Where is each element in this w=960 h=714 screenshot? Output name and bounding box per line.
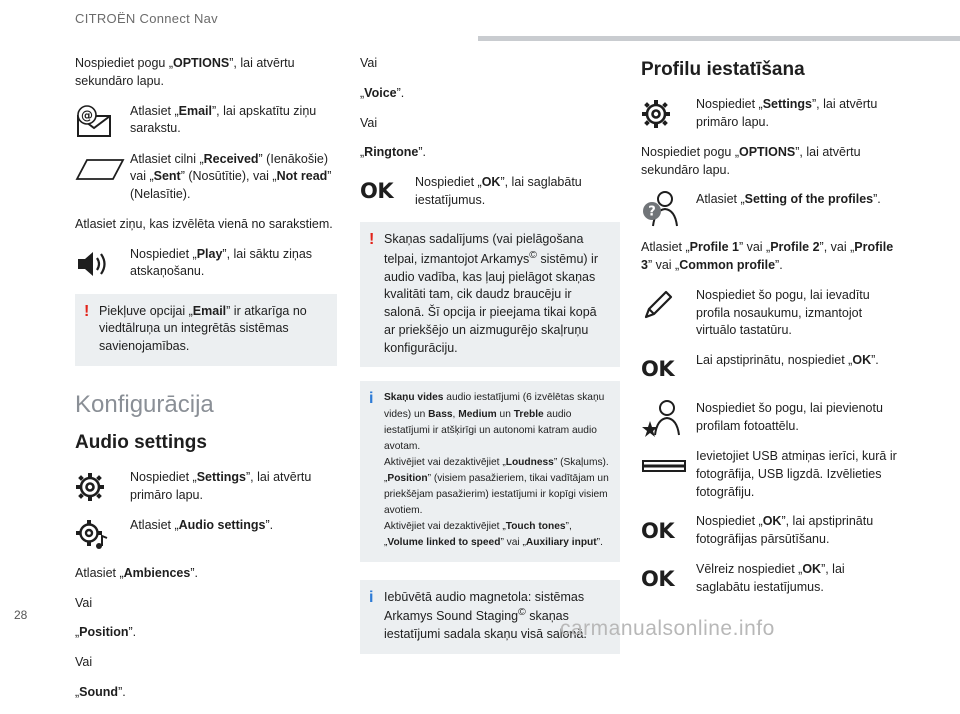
profile-settings-step bbox=[641, 96, 901, 132]
warning-mark-icon: ! bbox=[84, 302, 90, 320]
setting-of-profiles-step-text: Atlasiet „Setting of the profiles”. bbox=[696, 192, 881, 207]
section-heading-audio-settings: Audio settings bbox=[75, 431, 207, 453]
sound-distribution-warning-text: Skaņas sadalījums (vai pielāgošana telpai, izmantojot Arkamys© sistēmu) ir audio vadība, kas ļauj pielāgot skaņas kvalitāti tam, cik daudz braucēju ir salonā. Šī opcija ir pieejama tikai kopā ar priekšējo un aizmugurējo skaļruņu konfigurāciju. bbox=[384, 232, 598, 355]
select-message-text: Atlasiet ziņu, kas izvēlēta vienā no sarakstiem. bbox=[75, 216, 333, 231]
profile-question-icon bbox=[641, 191, 696, 227]
add-photo-step-text: Nospiediet šo pogu, lai pievienotu profilam fotoattēlu. bbox=[696, 401, 883, 433]
page-number: 28 bbox=[14, 608, 28, 622]
edit-name-step bbox=[641, 287, 901, 340]
play-step-text: Nospiediet „Play”, lai sāktu ziņas atskaņošanu. bbox=[130, 246, 313, 279]
ok-confirm-step bbox=[641, 352, 901, 388]
audio-settings-step bbox=[75, 517, 337, 553]
ambiences-text: Atlasiet „Ambiences”. bbox=[75, 565, 198, 580]
page-header-bar bbox=[478, 36, 960, 41]
profile-star-icon bbox=[641, 400, 696, 436]
warning-mark-icon: ! bbox=[369, 231, 375, 248]
ok-icon: OK bbox=[641, 566, 675, 591]
ringtone-text: „Ringtone”. bbox=[360, 145, 426, 160]
audio-info-note bbox=[360, 381, 620, 561]
info-mark-icon: i bbox=[369, 390, 374, 408]
column-right bbox=[641, 55, 901, 609]
or-text: Vai bbox=[360, 56, 378, 70]
svg-text:@: @ bbox=[81, 108, 93, 122]
ok-save-step-text: Nospiediet „OK”, lai saglabātu iestatījumus. bbox=[415, 175, 582, 207]
email-step bbox=[75, 103, 337, 139]
ok-transfer-step bbox=[641, 513, 901, 549]
profile-settings-step-text: Nospiediet „Settings”, lai atvērtu primāro lapu. bbox=[696, 96, 878, 129]
section-heading-configuration: Konfigurācija bbox=[75, 390, 214, 418]
profile-options-text: Nospiediet pogu „OPTIONS”, lai atvērtu sekundāro lapu. bbox=[641, 144, 861, 177]
or-text: Vai bbox=[75, 595, 93, 610]
usb-step bbox=[641, 448, 901, 501]
email-warning-note bbox=[75, 294, 337, 366]
settings-step-text: Nospiediet „Settings”, lai atvērtu primāro lapu. bbox=[130, 469, 312, 502]
ok-save-settings-step-text: Vēlreiz nospiediet „OK”, lai saglabātu iestatījumus. bbox=[696, 562, 845, 595]
audio-info-text: Skaņu vides audio iestatījumi (6 izvēlētas skaņu vides) un Bass, Medium un Treble audio iestatījumi ir atšķirīgi un autonomi katram audio avotam. Aktivējiet vai dezaktivējiet „Loudness” (Skaļums). „Position” (visiem pasažieriem, tikai vadītājam un priekšējam pasažierim) iestatījumi ir kopīgi visiem avotiem. Aktivējiet vai dezaktivējiet „Touch tones”, „Volume linked to speed” vai „Auxiliary input”. bbox=[384, 392, 609, 549]
select-profile-text: Atlasiet „Profile 1” vai „Profile 2”, vai „Profile 3” vai „Common profile”. bbox=[641, 240, 894, 273]
edit-name-step-text: Nospiediet šo pogu, lai ievadītu profila nosaukumu, izmantojot virtuālo tastatūru. bbox=[696, 287, 870, 338]
sound-distribution-warning-note bbox=[360, 222, 620, 367]
received-step-text: Atlasiet cilni „Received” (Ienākošie) vai „Sent” (Nosūtītie), vai „Not read” (Nelasītie). bbox=[130, 151, 332, 201]
received-step bbox=[75, 151, 337, 204]
svg-text:?: ? bbox=[648, 204, 656, 220]
play-step bbox=[75, 246, 337, 282]
voice-text: „Voice”. bbox=[360, 85, 405, 100]
arkamys-info-text: Iebūvētā audio magnetola: sistēmas Arkamys Sound Staging© skaņas iestatījumi sadala skaņu visā salonā. bbox=[384, 589, 587, 642]
info-mark-icon: i bbox=[369, 588, 374, 606]
ok-transfer-step-text: Nospiediet „OK”, lai apstiprinātu fotogrāfijas pārsūtīšanu. bbox=[696, 514, 874, 547]
or-text: Vai bbox=[75, 655, 93, 670]
pencil-icon bbox=[641, 287, 696, 323]
ok-icon: OK bbox=[641, 357, 675, 382]
ok-icon: OK bbox=[360, 179, 394, 204]
gear-music-icon bbox=[75, 517, 130, 553]
usb-step-text: Ievietojiet USB atmiņas ierīci, kurā ir fotogrāfija, USB ligzdā. Izvēlieties fotogrāfiju. bbox=[696, 449, 897, 499]
section-heading-profiles: Profilu iestatīšana bbox=[641, 59, 805, 80]
gear-icon bbox=[641, 96, 696, 132]
sound-text: „Sound”. bbox=[75, 684, 126, 699]
page-header-title: CITROËN Connect Nav bbox=[75, 11, 218, 26]
settings-step bbox=[75, 469, 337, 505]
email-warning-text: Piekļuve opcijai „Email” ir atkarīga no viedtālruņa un integrētās sistēmas savienojamības. bbox=[99, 303, 307, 353]
ok-confirm-step-text: Lai apstiprinātu, nospiediet „OK”. bbox=[696, 353, 879, 368]
email-step-text: Atlasiet „Email”, lai apskatītu ziņu sarakstu. bbox=[130, 103, 317, 136]
or-text: Vai bbox=[360, 115, 378, 130]
ok-icon: OK bbox=[641, 518, 675, 543]
position-text: „Position”. bbox=[75, 625, 137, 640]
speaker-icon bbox=[75, 246, 130, 282]
ok-save-step bbox=[360, 174, 620, 210]
add-photo-step bbox=[641, 400, 901, 436]
gear-icon bbox=[75, 469, 130, 505]
options-instruction: Nospiediet pogu „OPTIONS”, lai atvērtu sekundāro lapu. bbox=[75, 56, 295, 88]
audio-settings-step-text: Atlasiet „Audio settings”. bbox=[130, 517, 274, 532]
watermark: carmanualsonline.info bbox=[560, 617, 775, 640]
setting-of-profiles-step bbox=[641, 191, 901, 227]
usb-slot-icon bbox=[641, 448, 696, 484]
email-icon bbox=[75, 103, 130, 139]
message-tab-icon bbox=[75, 151, 130, 187]
ok-save-settings-step bbox=[641, 561, 901, 597]
column-left bbox=[75, 55, 337, 714]
column-middle bbox=[360, 55, 620, 668]
